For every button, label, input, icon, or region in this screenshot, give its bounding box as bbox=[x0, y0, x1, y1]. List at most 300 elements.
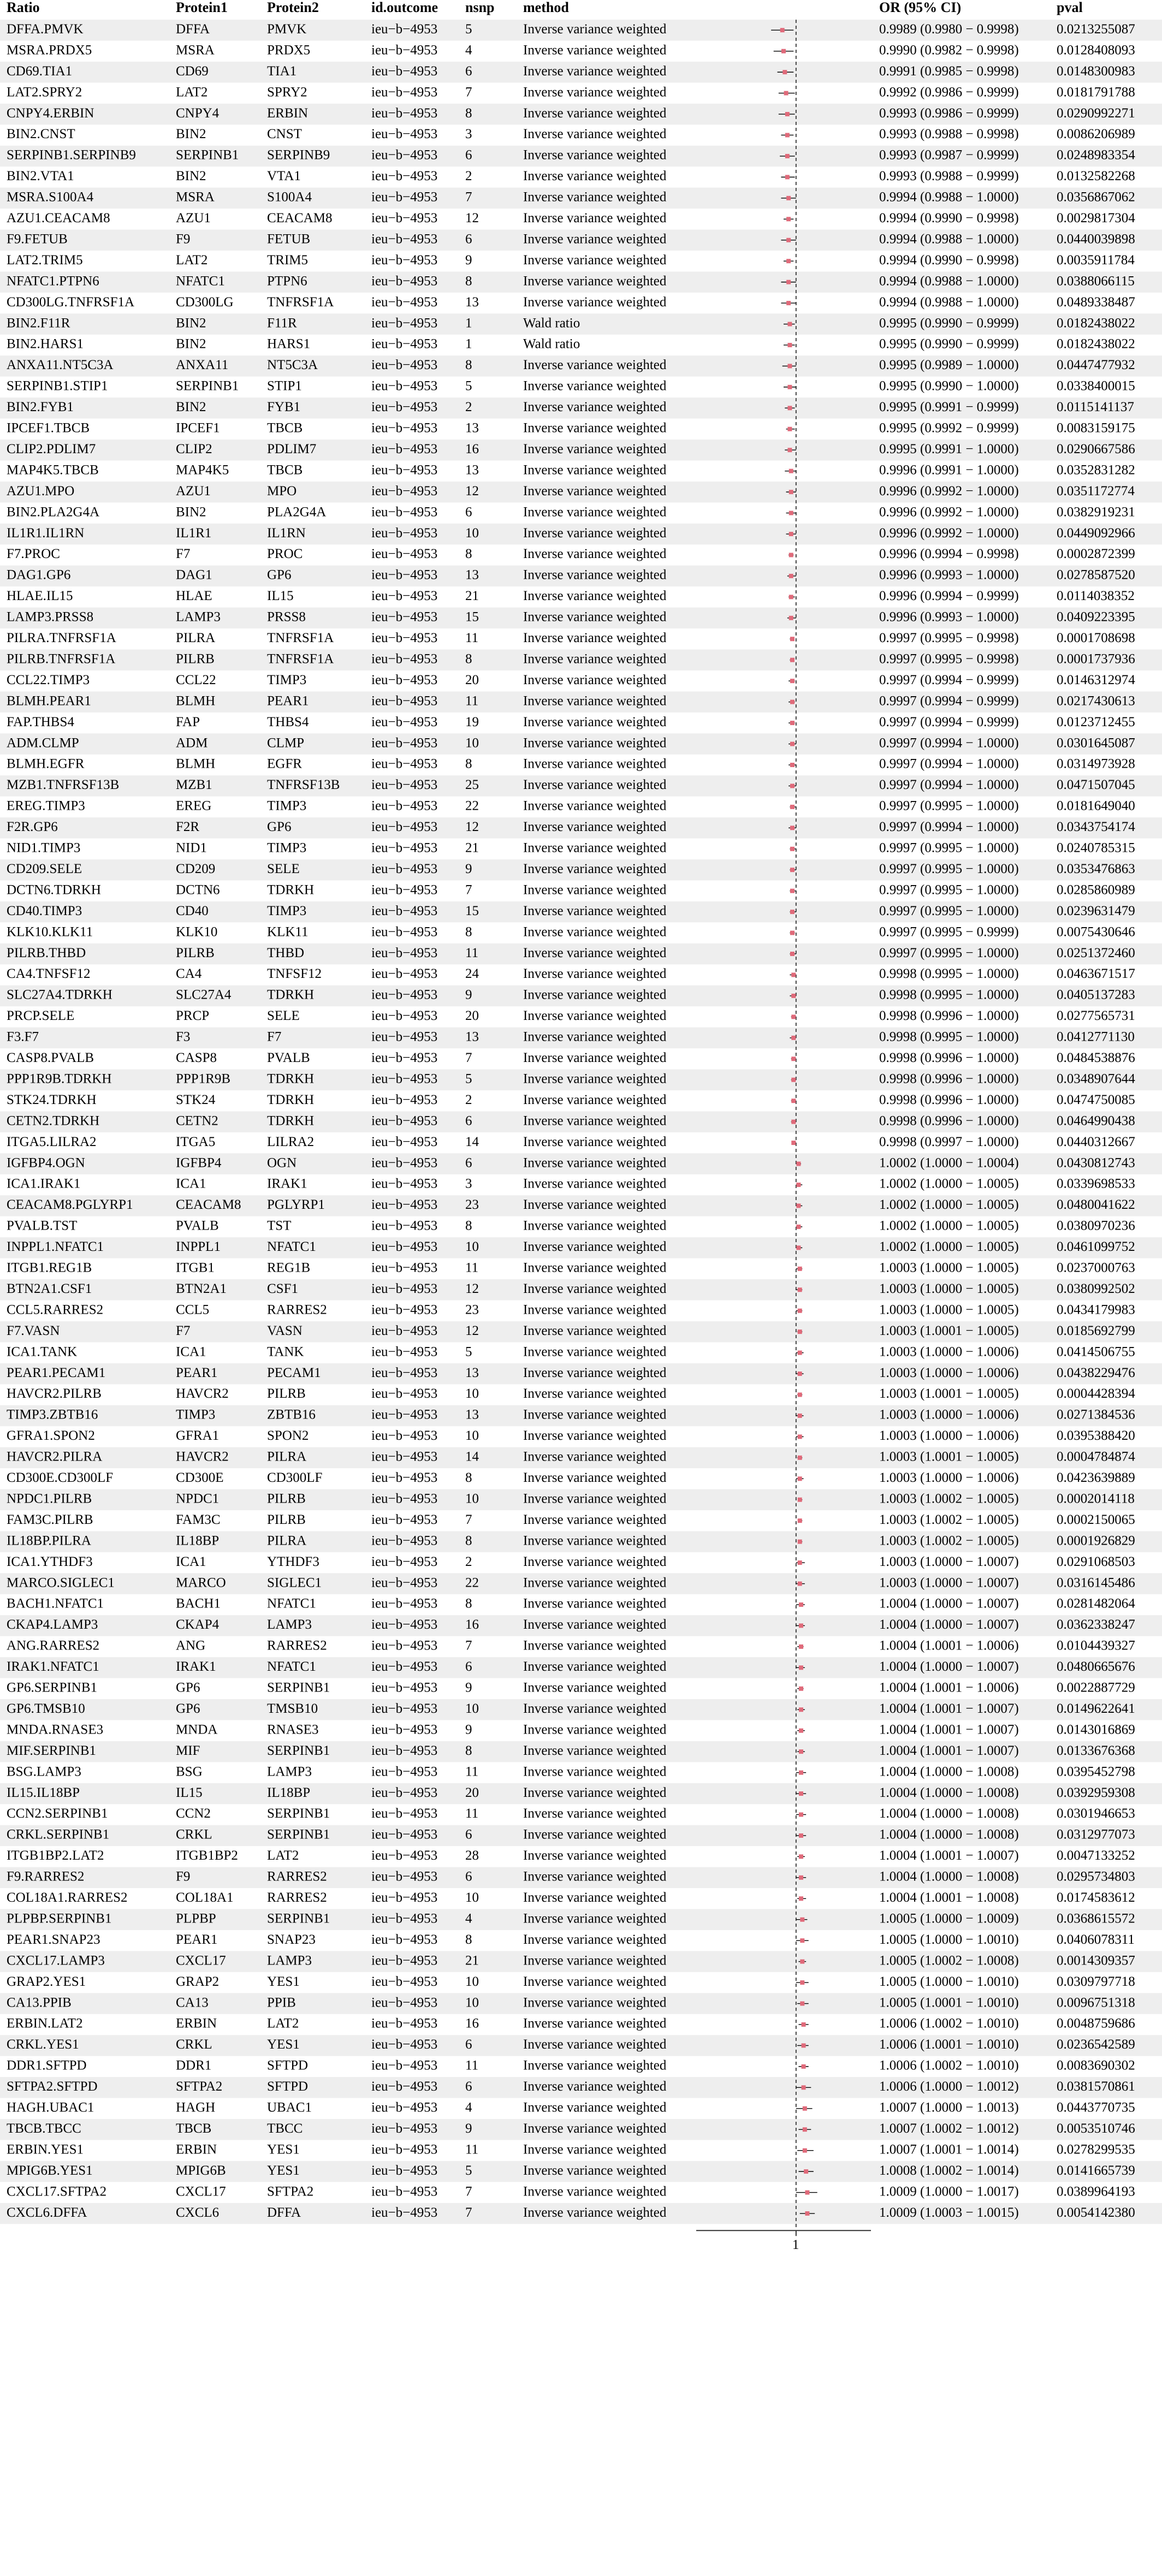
point-estimate bbox=[802, 2085, 806, 2090]
point-estimate bbox=[789, 595, 793, 599]
cell-nsnp: 12 bbox=[465, 483, 479, 498]
cell-nsnp: 10 bbox=[465, 1239, 479, 1255]
cell-pval: 0.0388066115 bbox=[1057, 274, 1135, 289]
cell-method: Inverse variance weighted bbox=[523, 504, 667, 520]
point-estimate bbox=[796, 1245, 801, 1250]
cell-pval: 0.0380970236 bbox=[1057, 1218, 1135, 1233]
cell-nsnp: 4 bbox=[465, 1911, 472, 1926]
cell-or-ci: 1.0003 (1.0000 − 1.0007) bbox=[879, 1575, 1019, 1590]
cell-pval: 0.0295734803 bbox=[1057, 1869, 1135, 1884]
cell-or-ci: 1.0006 (1.0001 − 1.0010) bbox=[879, 2037, 1019, 2052]
cell-or-ci: 1.0005 (1.0002 − 1.0008) bbox=[879, 1953, 1019, 1968]
cell-protein2: TMSB10 bbox=[267, 1701, 318, 1716]
cell-protein2: TST bbox=[267, 1218, 292, 1233]
point-estimate bbox=[790, 658, 795, 662]
point-estimate bbox=[798, 1498, 802, 1502]
cell-method: Inverse variance weighted bbox=[523, 420, 667, 436]
cell-pval: 0.0217430613 bbox=[1057, 693, 1135, 709]
point-estimate bbox=[791, 1141, 796, 1145]
point-estimate bbox=[789, 511, 793, 515]
cell-pval: 0.0301946653 bbox=[1057, 1806, 1135, 1821]
cell-id-outcome: ieu−b−4953 bbox=[371, 1743, 438, 1758]
cell-protein1: PILRB bbox=[176, 945, 215, 960]
point-estimate bbox=[791, 994, 796, 998]
cell-protein1: HLAE bbox=[176, 589, 212, 604]
cell-ratio: ITGA5.LILRA2 bbox=[7, 1134, 97, 1149]
cell-ratio: IL18BP.PILRA bbox=[7, 1533, 91, 1548]
cell-ratio: GP6.TMSB10 bbox=[7, 1701, 85, 1716]
cell-ratio: BSG.LAMP3 bbox=[7, 1764, 81, 1779]
cell-protein2: TNFRSF1A bbox=[267, 294, 334, 310]
cell-id-outcome: ieu−b−4953 bbox=[371, 1050, 438, 1066]
point-estimate bbox=[790, 868, 795, 872]
cell-ratio: STK24.TDRKH bbox=[7, 1092, 97, 1107]
cell-pval: 0.0290667586 bbox=[1057, 441, 1135, 456]
point-estimate bbox=[798, 1267, 802, 1271]
point-estimate bbox=[800, 1938, 804, 1943]
cell-pval: 0.0278587520 bbox=[1057, 567, 1135, 583]
column-header-protein1: Protein1 bbox=[176, 0, 228, 15]
cell-or-ci: 0.9997 (0.9995 − 1.0000) bbox=[879, 903, 1019, 918]
point-estimate bbox=[790, 952, 795, 956]
cell-ratio: PILRA.TNFRSF1A bbox=[7, 631, 116, 646]
cell-pval: 0.0054142380 bbox=[1057, 2205, 1135, 2220]
cell-ratio: NPDC1.PILRB bbox=[7, 1491, 92, 1506]
cell-protein1: F3 bbox=[176, 1029, 191, 1044]
point-estimate bbox=[789, 574, 793, 578]
point-estimate bbox=[790, 805, 795, 809]
cell-id-outcome: ieu−b−4953 bbox=[371, 589, 438, 604]
cell-id-outcome: ieu−b−4953 bbox=[371, 567, 438, 583]
cell-ratio: MAP4K5.TBCB bbox=[7, 462, 99, 478]
cell-ratio: DFFA.PMVK bbox=[7, 21, 84, 37]
cell-protein2: PEAR1 bbox=[267, 693, 309, 709]
cell-protein2: LAMP3 bbox=[267, 1953, 312, 1968]
point-estimate bbox=[790, 784, 795, 788]
cell-protein2: TDRKH bbox=[267, 1113, 315, 1129]
cell-id-outcome: ieu−b−4953 bbox=[371, 966, 438, 982]
cell-or-ci: 0.9998 (0.9995 − 1.0000) bbox=[879, 1029, 1019, 1044]
cell-pval: 0.0251372460 bbox=[1057, 945, 1135, 960]
cell-id-outcome: ieu−b−4953 bbox=[371, 2163, 438, 2178]
cell-protein1: F7 bbox=[176, 1323, 191, 1338]
cell-or-ci: 1.0004 (1.0001 − 1.0007) bbox=[879, 1743, 1019, 1758]
cell-protein2: RARRES2 bbox=[267, 1869, 327, 1884]
cell-id-outcome: ieu−b−4953 bbox=[371, 1827, 438, 1842]
point-estimate bbox=[790, 679, 795, 683]
cell-ratio: ITGB1.REG1B bbox=[7, 1260, 92, 1275]
cell-protein1: PEAR1 bbox=[176, 1932, 218, 1947]
cell-or-ci: 1.0007 (1.0000 − 1.0013) bbox=[879, 2100, 1019, 2115]
cell-id-outcome: ieu−b−4953 bbox=[371, 798, 438, 814]
cell-pval: 0.0440039898 bbox=[1057, 232, 1135, 247]
cell-protein1: ITGA5 bbox=[176, 1134, 216, 1149]
cell-protein1: NFATC1 bbox=[176, 274, 225, 289]
point-estimate bbox=[791, 1036, 796, 1040]
cell-nsnp: 4 bbox=[465, 43, 472, 58]
cell-protein2: TIMP3 bbox=[267, 672, 307, 687]
cell-method: Inverse variance weighted bbox=[523, 1974, 667, 1989]
cell-ratio: CCN2.SERPINB1 bbox=[7, 1806, 108, 1821]
cell-or-ci: 1.0002 (1.0000 − 1.0005) bbox=[879, 1176, 1019, 1191]
point-estimate bbox=[790, 763, 795, 767]
cell-protein2: DFFA bbox=[267, 2205, 301, 2220]
cell-protein1: LAT2 bbox=[176, 85, 208, 100]
cell-pval: 0.0389964193 bbox=[1057, 2184, 1135, 2199]
cell-id-outcome: ieu−b−4953 bbox=[371, 735, 438, 751]
cell-method: Inverse variance weighted bbox=[523, 2142, 667, 2157]
cell-ratio: SERPINB1.SERPINB9 bbox=[7, 147, 136, 163]
point-estimate bbox=[798, 1414, 802, 1418]
cell-protein1: CNPY4 bbox=[176, 105, 220, 121]
cell-protein1: PPP1R9B bbox=[176, 1071, 231, 1087]
point-estimate bbox=[787, 343, 792, 347]
cell-method: Inverse variance weighted bbox=[523, 105, 667, 121]
cell-pval: 0.0143016869 bbox=[1057, 1722, 1135, 1737]
cell-method: Inverse variance weighted bbox=[523, 693, 667, 709]
cell-ratio: IL15.IL18BP bbox=[7, 1785, 80, 1800]
cell-pval: 0.0489338487 bbox=[1057, 294, 1135, 310]
cell-nsnp: 6 bbox=[465, 63, 472, 79]
cell-pval: 0.0362338247 bbox=[1057, 1617, 1135, 1633]
cell-or-ci: 0.9996 (0.9991 − 1.0000) bbox=[879, 462, 1019, 478]
cell-pval: 0.0430812743 bbox=[1057, 1155, 1135, 1171]
point-estimate bbox=[786, 217, 791, 221]
point-estimate bbox=[802, 2064, 806, 2069]
point-estimate bbox=[802, 2043, 806, 2047]
cell-id-outcome: ieu−b−4953 bbox=[371, 1554, 438, 1569]
cell-or-ci: 0.9998 (0.9995 − 1.0000) bbox=[879, 966, 1019, 982]
cell-method: Inverse variance weighted bbox=[523, 1638, 667, 1653]
cell-ratio: GP6.SERPINB1 bbox=[7, 1680, 98, 1695]
cell-or-ci: 0.9997 (0.9995 − 1.0000) bbox=[879, 861, 1019, 876]
cell-ratio: DDR1.SFTPD bbox=[7, 2058, 87, 2073]
cell-pval: 0.0291068503 bbox=[1057, 1554, 1135, 1569]
cell-method: Inverse variance weighted bbox=[523, 1659, 667, 1675]
cell-or-ci: 1.0004 (1.0000 − 1.0008) bbox=[879, 1806, 1019, 1821]
cell-protein2: IL18BP bbox=[267, 1785, 311, 1800]
cell-ratio: CD300E.CD300LF bbox=[7, 1470, 114, 1486]
point-estimate bbox=[789, 616, 793, 620]
cell-or-ci: 1.0004 (1.0001 − 1.0007) bbox=[879, 1722, 1019, 1737]
point-estimate bbox=[799, 1833, 803, 1838]
cell-or-ci: 0.9996 (0.9993 − 1.0000) bbox=[879, 567, 1019, 583]
cell-id-outcome: ieu−b−4953 bbox=[371, 609, 438, 625]
cell-id-outcome: ieu−b−4953 bbox=[371, 1890, 438, 1906]
cell-protein1: ERBIN bbox=[176, 2142, 217, 2157]
cell-pval: 0.0004784874 bbox=[1057, 1449, 1135, 1464]
cell-protein2: TANK bbox=[267, 1344, 304, 1360]
point-estimate bbox=[798, 1392, 802, 1397]
cell-ratio: CD300LG.TNFRSF1A bbox=[7, 294, 135, 310]
cell-id-outcome: ieu−b−4953 bbox=[371, 1113, 438, 1129]
cell-pval: 0.0440312667 bbox=[1057, 1134, 1135, 1149]
cell-protein1: IPCEF1 bbox=[176, 420, 220, 436]
cell-ratio: HLAE.IL15 bbox=[7, 589, 73, 604]
cell-protein1: INPPL1 bbox=[176, 1239, 221, 1255]
cell-nsnp: 11 bbox=[465, 631, 479, 646]
cell-pval: 0.0083690302 bbox=[1057, 2058, 1135, 2073]
cell-or-ci: 1.0004 (1.0000 − 1.0007) bbox=[879, 1659, 1019, 1675]
cell-ratio: CA13.PPIB bbox=[7, 1995, 72, 2010]
cell-nsnp: 20 bbox=[465, 672, 479, 687]
cell-ratio: EREG.TIMP3 bbox=[7, 798, 85, 814]
cell-or-ci: 1.0006 (1.0002 − 1.0010) bbox=[879, 2016, 1019, 2031]
cell-id-outcome: ieu−b−4953 bbox=[371, 693, 438, 709]
cell-ratio: BLMH.EGFR bbox=[7, 756, 85, 771]
cell-pval: 0.0141665739 bbox=[1057, 2163, 1135, 2178]
cell-nsnp: 8 bbox=[465, 1932, 472, 1947]
cell-protein1: MSRA bbox=[176, 189, 215, 205]
cell-id-outcome: ieu−b−4953 bbox=[371, 1470, 438, 1486]
cell-nsnp: 5 bbox=[465, 1071, 472, 1087]
point-estimate bbox=[803, 2148, 807, 2153]
cell-nsnp: 3 bbox=[465, 1176, 472, 1191]
cell-ratio: GFRA1.SPON2 bbox=[7, 1428, 95, 1444]
cell-ratio: SLC27A4.TDRKH bbox=[7, 987, 112, 1002]
cell-id-outcome: ieu−b−4953 bbox=[371, 232, 438, 247]
cell-protein1: AZU1 bbox=[176, 483, 211, 498]
cell-nsnp: 8 bbox=[465, 1470, 472, 1486]
column-header-method: method bbox=[523, 0, 569, 15]
cell-ratio: F9.RARRES2 bbox=[7, 1869, 85, 1884]
cell-or-ci: 1.0003 (1.0002 − 1.0005) bbox=[879, 1533, 1019, 1548]
cell-protein1: BIN2 bbox=[176, 400, 206, 415]
cell-or-ci: 0.9994 (0.9988 − 1.0000) bbox=[879, 232, 1019, 247]
cell-or-ci: 0.9997 (0.9994 − 1.0000) bbox=[879, 777, 1019, 793]
cell-id-outcome: ieu−b−4953 bbox=[371, 127, 438, 142]
point-estimate bbox=[787, 406, 792, 410]
point-estimate bbox=[785, 154, 790, 158]
cell-id-outcome: ieu−b−4953 bbox=[371, 1281, 438, 1296]
cell-or-ci: 0.9997 (0.9995 − 1.0000) bbox=[879, 882, 1019, 898]
cell-nsnp: 2 bbox=[465, 169, 472, 184]
cell-protein2: YTHDF3 bbox=[267, 1554, 319, 1569]
cell-nsnp: 8 bbox=[465, 1596, 472, 1611]
cell-method: Inverse variance weighted bbox=[523, 547, 667, 562]
cell-protein2: PRSS8 bbox=[267, 609, 306, 625]
cell-nsnp: 3 bbox=[465, 127, 472, 142]
cell-id-outcome: ieu−b−4953 bbox=[371, 1995, 438, 2010]
cell-id-outcome: ieu−b−4953 bbox=[371, 1029, 438, 1044]
cell-pval: 0.0356867062 bbox=[1057, 189, 1135, 205]
cell-method: Wald ratio bbox=[523, 336, 580, 352]
cell-protein1: MAP4K5 bbox=[176, 462, 229, 478]
cell-id-outcome: ieu−b−4953 bbox=[371, 525, 438, 541]
column-header-protein2: Protein2 bbox=[267, 0, 319, 15]
cell-or-ci: 1.0004 (1.0000 − 1.0007) bbox=[879, 1596, 1019, 1611]
cell-nsnp: 13 bbox=[465, 1365, 479, 1380]
cell-id-outcome: ieu−b−4953 bbox=[371, 1911, 438, 1926]
cell-nsnp: 16 bbox=[465, 1617, 479, 1633]
cell-pval: 0.0484538876 bbox=[1057, 1050, 1135, 1066]
cell-method: Inverse variance weighted bbox=[523, 1701, 667, 1716]
cell-pval: 0.0461099752 bbox=[1057, 1239, 1135, 1255]
cell-pval: 0.0348907644 bbox=[1057, 1071, 1135, 1087]
cell-id-outcome: ieu−b−4953 bbox=[371, 420, 438, 436]
cell-id-outcome: ieu−b−4953 bbox=[371, 504, 438, 520]
cell-nsnp: 2 bbox=[465, 1554, 472, 1569]
cell-protein2: SELE bbox=[267, 861, 300, 876]
cell-or-ci: 0.9993 (0.9988 − 0.9999) bbox=[879, 169, 1019, 184]
cell-id-outcome: ieu−b−4953 bbox=[371, 1680, 438, 1695]
cell-pval: 0.0434179983 bbox=[1057, 1302, 1135, 1317]
point-estimate bbox=[803, 2127, 807, 2132]
cell-or-ci: 1.0002 (1.0000 − 1.0005) bbox=[879, 1239, 1019, 1255]
cell-or-ci: 0.9996 (0.9993 − 1.0000) bbox=[879, 609, 1019, 625]
cell-or-ci: 0.9996 (0.9994 − 0.9998) bbox=[879, 547, 1019, 562]
cell-ratio: PLPBP.SERPINB1 bbox=[7, 1911, 112, 1926]
cell-ratio: CEACAM8.PGLYRP1 bbox=[7, 1197, 133, 1213]
cell-ratio: ERBIN.LAT2 bbox=[7, 2016, 83, 2031]
cell-pval: 0.0185692799 bbox=[1057, 1323, 1135, 1338]
cell-pval: 0.0002872399 bbox=[1057, 547, 1135, 562]
cell-id-outcome: ieu−b−4953 bbox=[371, 2142, 438, 2157]
cell-id-outcome: ieu−b−4953 bbox=[371, 441, 438, 456]
cell-method: Inverse variance weighted bbox=[523, 924, 667, 940]
cell-protein1: BLMH bbox=[176, 756, 216, 771]
cell-protein2: TBCB bbox=[267, 420, 303, 436]
cell-method: Inverse variance weighted bbox=[523, 85, 667, 100]
cell-ratio: CLIP2.PDLIM7 bbox=[7, 441, 96, 456]
cell-protein2: SERPINB1 bbox=[267, 1827, 330, 1842]
cell-nsnp: 10 bbox=[465, 1701, 479, 1716]
cell-nsnp: 11 bbox=[465, 945, 479, 960]
cell-id-outcome: ieu−b−4953 bbox=[371, 945, 438, 960]
cell-method: Inverse variance weighted bbox=[523, 567, 667, 583]
cell-nsnp: 16 bbox=[465, 441, 479, 456]
cell-pval: 0.0278299535 bbox=[1057, 2142, 1135, 2157]
cell-protein1: MARCO bbox=[176, 1575, 226, 1590]
cell-nsnp: 8 bbox=[465, 756, 472, 771]
cell-protein2: PDLIM7 bbox=[267, 441, 317, 456]
cell-protein1: NID1 bbox=[176, 840, 207, 856]
point-estimate bbox=[781, 49, 786, 54]
cell-nsnp: 7 bbox=[465, 1512, 472, 1527]
cell-protein2: YES1 bbox=[267, 2163, 300, 2178]
cell-or-ci: 0.9998 (0.9997 − 1.0000) bbox=[879, 1134, 1019, 1149]
cell-or-ci: 0.9993 (0.9988 − 0.9998) bbox=[879, 127, 1019, 142]
cell-pval: 0.0048759686 bbox=[1057, 2016, 1135, 2031]
cell-method: Inverse variance weighted bbox=[523, 2205, 667, 2220]
cell-protein1: IL18BP bbox=[176, 1533, 220, 1548]
cell-or-ci: 0.9991 (0.9985 − 0.9998) bbox=[879, 63, 1019, 79]
cell-method: Inverse variance weighted bbox=[523, 483, 667, 498]
cell-protein2: SELE bbox=[267, 1008, 300, 1024]
cell-or-ci: 1.0005 (1.0000 − 1.0010) bbox=[879, 1932, 1019, 1947]
cell-method: Inverse variance weighted bbox=[523, 1575, 667, 1590]
cell-pval: 0.0316145486 bbox=[1057, 1575, 1135, 1590]
cell-protein2: TNFRSF13B bbox=[267, 777, 340, 793]
cell-or-ci: 1.0002 (1.0000 − 1.0005) bbox=[879, 1197, 1019, 1213]
point-estimate bbox=[784, 91, 788, 96]
cell-protein2: TIMP3 bbox=[267, 798, 307, 814]
cell-nsnp: 8 bbox=[465, 924, 472, 940]
cell-method: Inverse variance weighted bbox=[523, 2163, 667, 2178]
cell-protein2: ERBIN bbox=[267, 105, 308, 121]
point-estimate bbox=[805, 2211, 809, 2216]
cell-nsnp: 24 bbox=[465, 966, 479, 982]
cell-protein2: RARRES2 bbox=[267, 1890, 327, 1906]
cell-protein1: ITGB1BP2 bbox=[176, 1848, 238, 1863]
cell-id-outcome: ieu−b−4953 bbox=[371, 1344, 438, 1360]
cell-id-outcome: ieu−b−4953 bbox=[371, 2184, 438, 2199]
cell-ratio: FAM3C.PILRB bbox=[7, 1512, 93, 1527]
cell-protein1: MNDA bbox=[176, 1722, 218, 1737]
point-estimate bbox=[798, 1434, 802, 1439]
cell-protein2: IL1RN bbox=[267, 525, 306, 541]
cell-protein2: TRIM5 bbox=[267, 252, 308, 268]
cell-protein1: BIN2 bbox=[176, 316, 206, 331]
cell-nsnp: 7 bbox=[465, 2184, 472, 2199]
cell-id-outcome: ieu−b−4953 bbox=[371, 1638, 438, 1653]
point-estimate bbox=[791, 1120, 796, 1124]
cell-pval: 0.0409223395 bbox=[1057, 609, 1135, 625]
point-estimate bbox=[799, 1623, 803, 1628]
cell-protein2: PVALB bbox=[267, 1050, 310, 1066]
cell-protein2: UBAC1 bbox=[267, 2100, 312, 2115]
cell-pval: 0.0002150065 bbox=[1057, 1512, 1135, 1527]
cell-ratio: PILRB.THBD bbox=[7, 945, 86, 960]
cell-id-outcome: ieu−b−4953 bbox=[371, 1260, 438, 1275]
point-estimate bbox=[787, 448, 792, 452]
cell-id-outcome: ieu−b−4953 bbox=[371, 840, 438, 856]
cell-protein2: SFTPD bbox=[267, 2058, 309, 2073]
cell-protein2: PLA2G4A bbox=[267, 504, 327, 520]
cell-or-ci: 0.9998 (0.9996 − 1.0000) bbox=[879, 1113, 1019, 1129]
point-estimate bbox=[791, 1078, 796, 1082]
cell-protein2: PPIB bbox=[267, 1995, 296, 2010]
cell-protein1: PRCP bbox=[176, 1008, 210, 1024]
cell-protein2: FETUB bbox=[267, 232, 311, 247]
cell-nsnp: 5 bbox=[465, 2163, 472, 2178]
cell-pval: 0.0053510746 bbox=[1057, 2121, 1135, 2136]
cell-nsnp: 8 bbox=[465, 651, 472, 667]
cell-protein2: TDRKH bbox=[267, 987, 315, 1002]
point-estimate bbox=[791, 972, 796, 977]
cell-or-ci: 0.9995 (0.9992 − 0.9999) bbox=[879, 420, 1019, 436]
cell-protein2: YES1 bbox=[267, 2142, 300, 2157]
cell-pval: 0.0392959308 bbox=[1057, 1785, 1135, 1800]
cell-protein2: LAT2 bbox=[267, 1848, 299, 1863]
cell-ratio: LAT2.SPRY2 bbox=[7, 85, 82, 100]
cell-or-ci: 0.9995 (0.9990 − 0.9999) bbox=[879, 316, 1019, 331]
cell-or-ci: 1.0004 (1.0001 − 1.0006) bbox=[879, 1638, 1019, 1653]
cell-id-outcome: ieu−b−4953 bbox=[371, 21, 438, 37]
cell-protein2: F7 bbox=[267, 1029, 282, 1044]
cell-pval: 0.0104439327 bbox=[1057, 1638, 1135, 1653]
cell-id-outcome: ieu−b−4953 bbox=[371, 252, 438, 268]
cell-or-ci: 0.9998 (0.9996 − 1.0000) bbox=[879, 1050, 1019, 1066]
cell-protein2: PRDX5 bbox=[267, 43, 311, 58]
cell-method: Inverse variance weighted bbox=[523, 1281, 667, 1296]
column-header-pval: pval bbox=[1057, 0, 1083, 15]
cell-pval: 0.0132582268 bbox=[1057, 169, 1135, 184]
cell-or-ci: 1.0002 (1.0000 − 1.0004) bbox=[879, 1155, 1019, 1171]
cell-method: Inverse variance weighted bbox=[523, 1134, 667, 1149]
cell-protein1: CKAP4 bbox=[176, 1617, 220, 1633]
cell-pval: 0.0004428394 bbox=[1057, 1386, 1135, 1402]
cell-or-ci: 0.9997 (0.9994 − 1.0000) bbox=[879, 820, 1019, 835]
cell-method: Inverse variance weighted bbox=[523, 1806, 667, 1821]
cell-method: Inverse variance weighted bbox=[523, 1449, 667, 1464]
point-estimate bbox=[790, 742, 795, 746]
cell-method: Inverse variance weighted bbox=[523, 1743, 667, 1758]
cell-nsnp: 6 bbox=[465, 1827, 472, 1842]
cell-nsnp: 19 bbox=[465, 714, 479, 729]
cell-method: Inverse variance weighted bbox=[523, 1869, 667, 1884]
cell-method: Inverse variance weighted bbox=[523, 1176, 667, 1191]
